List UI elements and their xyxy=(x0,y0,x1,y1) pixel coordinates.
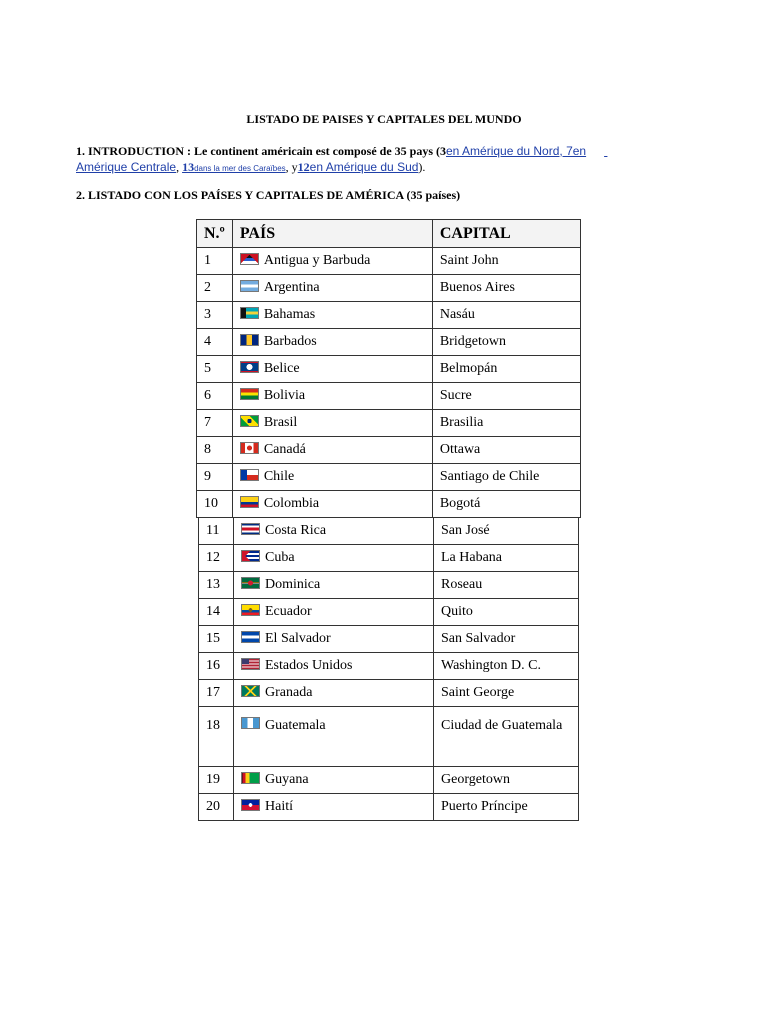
row-number: 1 xyxy=(197,248,233,275)
chile-flag-icon xyxy=(240,469,259,481)
capital-cell: Buenos Aires xyxy=(432,275,580,302)
country-cell xyxy=(234,572,434,599)
country-name: Ecuador xyxy=(265,604,312,619)
country-name: Colombia xyxy=(263,496,320,511)
costa-rica-flag-icon xyxy=(241,523,260,535)
capital-cell: Georgetown xyxy=(434,767,579,794)
row-number: 17 xyxy=(199,680,234,707)
capital-cell: San José xyxy=(434,518,579,545)
section-heading: 2. LISTADO CON LOS PAÍSES Y CAPITALES DE AMÉRICA (35 países) xyxy=(76,188,461,202)
row-number: 14 xyxy=(199,599,234,626)
argentina-flag-icon xyxy=(240,280,259,292)
row-number: 3 xyxy=(197,302,233,329)
belize-flag-icon xyxy=(240,361,259,373)
country-name: Barbados xyxy=(263,334,317,349)
row-number: 16 xyxy=(199,653,234,680)
country-name: Antigua y Barbuda xyxy=(263,253,371,268)
country-cell xyxy=(232,248,432,275)
capital-cell: Santiago de Chile xyxy=(432,464,580,491)
grenada-flag-icon xyxy=(241,685,260,697)
country-name: Guyana xyxy=(265,772,309,787)
header-number: N.º xyxy=(197,220,233,248)
country-cell xyxy=(232,329,432,356)
guatemala-flag-icon xyxy=(241,717,260,729)
table-row xyxy=(197,410,581,437)
link-south-america[interactable]: en Amérique du Sud xyxy=(309,160,419,174)
canada-flag-icon xyxy=(240,442,259,454)
link-central-america[interactable]: Amérique Centrale xyxy=(76,160,177,174)
intro-number-north: 3 xyxy=(440,144,446,158)
country-cell xyxy=(232,464,432,491)
capital-cell: Saint John xyxy=(432,248,580,275)
country-cell xyxy=(232,275,432,302)
table-row xyxy=(199,626,579,653)
capital-cell: Ciudad de Guatemala xyxy=(434,707,579,767)
dominica-flag-icon xyxy=(241,577,260,589)
capital-cell: Washington D. C. xyxy=(434,653,579,680)
capital-cell: Brasilia xyxy=(432,410,580,437)
table-row xyxy=(197,437,581,464)
row-number: 18 xyxy=(199,707,234,767)
capital-cell: Bogotá xyxy=(432,491,580,518)
intro-number-south[interactable]: 12 xyxy=(297,160,310,174)
row-number: 6 xyxy=(197,383,233,410)
country-name: Costa Rica xyxy=(265,523,327,538)
intro-comma: , xyxy=(176,160,183,174)
row-number: 9 xyxy=(197,464,233,491)
country-name: Argentina xyxy=(263,280,320,295)
el-salvador-flag-icon xyxy=(241,631,260,643)
country-cell xyxy=(232,383,432,410)
country-name: Guatemala xyxy=(265,718,326,733)
country-name: Belice xyxy=(263,361,300,376)
link-blank[interactable] xyxy=(604,143,628,159)
country-name: Canadá xyxy=(263,442,306,457)
row-number: 11 xyxy=(199,518,234,545)
table-row xyxy=(199,518,579,545)
table-row xyxy=(199,680,579,707)
barbados-flag-icon xyxy=(240,334,259,346)
row-number: 12 xyxy=(199,545,234,572)
row-number: 13 xyxy=(199,572,234,599)
countries-table-part2 xyxy=(198,517,579,821)
table-row xyxy=(199,794,579,821)
intro-end: ). xyxy=(418,160,426,174)
country-cell xyxy=(234,626,434,653)
row-number: 7 xyxy=(197,410,233,437)
intro-comma-y: , y xyxy=(285,160,298,174)
country-cell xyxy=(234,599,434,626)
capital-cell: La Habana xyxy=(434,545,579,572)
country-name: Brasil xyxy=(263,415,298,430)
table-row xyxy=(197,383,581,410)
intro-text: Le continent américain est composé de 35 pays ( xyxy=(191,144,440,158)
country-cell xyxy=(234,545,434,572)
capital-cell: Nasáu xyxy=(432,302,580,329)
intro-number-caribbean[interactable]: 13 xyxy=(182,160,195,174)
usa-flag-icon xyxy=(241,658,260,670)
capital-cell: Belmopán xyxy=(432,356,580,383)
table-row xyxy=(199,653,579,680)
country-name: Granada xyxy=(265,685,313,700)
capital-cell: Sucre xyxy=(432,383,580,410)
row-number: 10 xyxy=(197,491,233,518)
country-cell xyxy=(234,767,434,794)
country-name: Haití xyxy=(265,799,293,814)
country-name: Cuba xyxy=(265,550,295,565)
row-number: 8 xyxy=(197,437,233,464)
cuba-flag-icon xyxy=(241,550,260,562)
ecuador-flag-icon xyxy=(241,604,260,616)
guyana-flag-icon xyxy=(241,772,260,784)
row-number: 2 xyxy=(197,275,233,302)
country-cell xyxy=(232,302,432,329)
country-name: Chile xyxy=(263,469,295,484)
row-number: 20 xyxy=(199,794,234,821)
table-row xyxy=(197,248,581,275)
link-caribbean[interactable]: dans la mer des Caraïbes xyxy=(194,164,286,173)
row-number: 15 xyxy=(199,626,234,653)
table-row xyxy=(199,545,579,572)
intro-lead: 1. INTRODUCTION : xyxy=(76,144,192,158)
capital-cell: Bridgetown xyxy=(432,329,580,356)
row-number: 19 xyxy=(199,767,234,794)
brazil-flag-icon xyxy=(240,415,259,427)
haiti-flag-icon xyxy=(241,799,260,811)
header-country: PAÍS xyxy=(232,220,432,248)
document-title: LISTADO DE PAISES Y CAPITALES DEL MUNDO xyxy=(246,112,522,126)
country-cell xyxy=(232,356,432,383)
country-name: Dominica xyxy=(265,577,321,592)
colombia-flag-icon xyxy=(240,496,259,508)
header-capital: CAPITAL xyxy=(432,220,580,248)
bahamas-flag-icon xyxy=(240,307,259,319)
country-name: Bahamas xyxy=(263,307,316,322)
capital-cell: San Salvador xyxy=(434,626,579,653)
table-row xyxy=(199,572,579,599)
country-cell xyxy=(232,491,432,518)
table-row xyxy=(197,356,581,383)
country-name: Estados Unidos xyxy=(265,658,353,673)
country-name: Bolivia xyxy=(263,388,306,403)
country-cell xyxy=(234,794,434,821)
introduction-paragraph xyxy=(76,143,702,177)
bolivia-flag-icon xyxy=(240,388,259,400)
capital-cell: Roseau xyxy=(434,572,579,599)
country-cell xyxy=(234,707,434,767)
table-row xyxy=(197,275,581,302)
country-cell xyxy=(234,653,434,680)
table-row xyxy=(197,329,581,356)
country-cell xyxy=(234,518,434,545)
capital-cell: Puerto Príncipe xyxy=(434,794,579,821)
table-row xyxy=(197,491,581,518)
link-north-america[interactable]: en Amérique du Nord, 7en xyxy=(446,144,587,158)
table-row xyxy=(199,707,579,767)
country-name: El Salvador xyxy=(265,631,331,646)
table-header-row xyxy=(197,220,581,248)
row-number: 4 xyxy=(197,329,233,356)
antigua-flag-icon xyxy=(240,253,259,265)
country-cell xyxy=(232,410,432,437)
table-row xyxy=(199,599,579,626)
country-cell xyxy=(234,680,434,707)
table-row xyxy=(199,767,579,794)
capital-cell: Quito xyxy=(434,599,579,626)
capital-cell: Ottawa xyxy=(432,437,580,464)
table-row xyxy=(197,302,581,329)
countries-table-part1 xyxy=(196,219,581,518)
country-cell xyxy=(232,437,432,464)
table-row xyxy=(197,464,581,491)
row-number: 5 xyxy=(197,356,233,383)
capital-cell: Saint George xyxy=(434,680,579,707)
